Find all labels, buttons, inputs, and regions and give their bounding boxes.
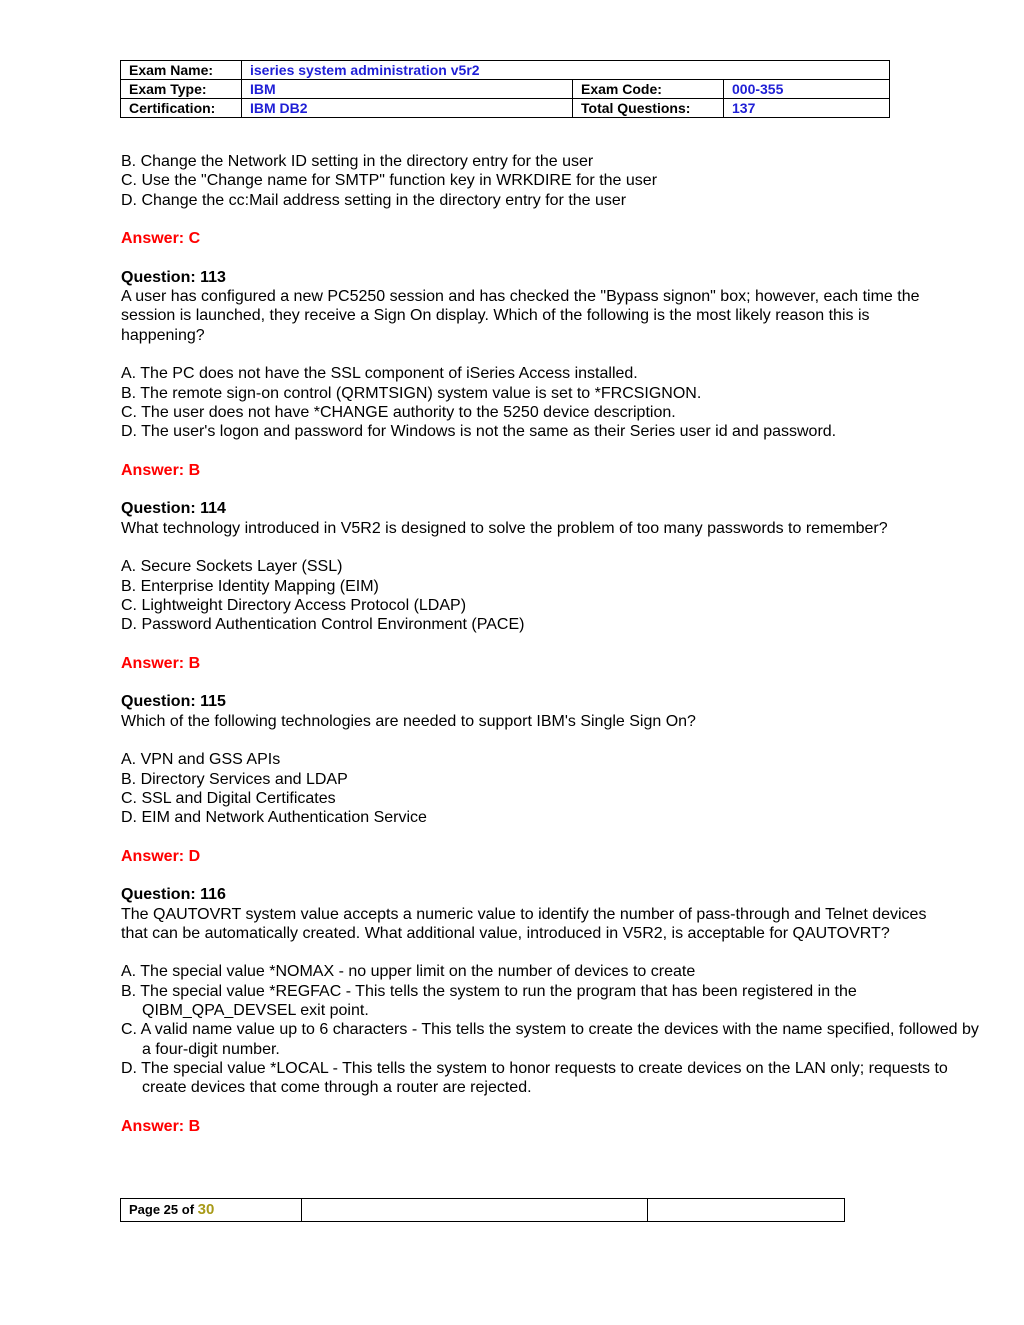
page-number bbox=[121, 1199, 302, 1222]
option-line: D. Password Authentication Control Environment (PACE) bbox=[121, 616, 525, 634]
exam-type-label: Exam Type: bbox=[121, 80, 242, 99]
answer-label: Answer: B bbox=[121, 1117, 201, 1135]
option-line: C. The user does not have *CHANGE authority to the 5250 device description. bbox=[121, 403, 676, 421]
answer-label: Answer: D bbox=[121, 847, 201, 865]
exam-name-row bbox=[121, 61, 890, 80]
certification-row bbox=[121, 99, 890, 118]
option-line: A. The PC does not have the SSL component of iSeries Access installed. bbox=[121, 365, 638, 383]
question-block bbox=[121, 692, 981, 885]
certification-label: Certification: bbox=[121, 99, 242, 118]
option-line: D. Change the cc:Mail address setting in the directory entry for the user bbox=[121, 191, 627, 209]
answer-label: Answer: B bbox=[121, 461, 201, 479]
question-text-line: happening? bbox=[121, 326, 205, 344]
page-footer bbox=[120, 1198, 845, 1222]
page-content bbox=[121, 152, 981, 1136]
option-line: C. Lightweight Directory Access Protocol (LDAP) bbox=[121, 596, 467, 614]
answer-label: Answer: C bbox=[121, 230, 201, 248]
exam-name-label: Exam Name: bbox=[121, 61, 242, 80]
option-line: C. Use the "Change name for SMTP" function key in WRKDIRE for the user bbox=[121, 172, 658, 190]
question-text-line: What technology introduced in V5R2 is designed to solve the problem of too many passwords to remember? bbox=[121, 519, 888, 537]
exam-type-value: IBM bbox=[242, 80, 573, 99]
carryover-block bbox=[121, 152, 981, 268]
footer-cell-right bbox=[648, 1199, 845, 1222]
option-line: B. Enterprise Identity Mapping (EIM) bbox=[121, 577, 379, 595]
option-line: A. VPN and GSS APIs bbox=[121, 751, 281, 769]
question-title: Question: 113 bbox=[121, 268, 226, 286]
option-line: D. The user's logon and password for Windows is not the same as their Series user id and password. bbox=[121, 423, 837, 441]
footer-cell-middle bbox=[302, 1199, 648, 1222]
question-text-line: that can be automatically created. What additional value, introduced in V5R2, is acceptable for QAUTOVRT? bbox=[121, 924, 890, 942]
question-block bbox=[121, 499, 981, 692]
question-text-line: session is launched, they receive a Sign On display. Which of the following is the most likely reason this is bbox=[121, 307, 870, 325]
page-total: 30 bbox=[197, 1201, 215, 1219]
answer-label: Answer: B bbox=[121, 654, 201, 672]
question-block bbox=[121, 885, 981, 1136]
option-line: B. The remote sign-on control (QRMTSIGN) system value is set to *FRCSIGNON. bbox=[121, 384, 702, 402]
total-questions-value: 137 bbox=[724, 99, 890, 118]
exam-type-row bbox=[121, 80, 890, 99]
question-title: Question: 115 bbox=[121, 693, 226, 711]
question-text-line: Which of the following technologies are needed to support IBM's Single Sign On? bbox=[121, 712, 696, 730]
question-text-line: The QAUTOVRT system value accepts a numeric value to identify the number of pass-through and Telnet devices bbox=[121, 905, 927, 923]
option-line: C. A valid name value up to 6 characters - This tells the system to create the devices with the name specified, followed by a four-digit number. bbox=[121, 1021, 979, 1058]
total-questions-label: Total Questions: bbox=[573, 99, 724, 118]
page-label: Page 25 of bbox=[129, 1202, 195, 1218]
option-line: B. The special value *REGFAC - This tells the system to run the program that has been registered in the QIBM_QPA_DEVSEL exit point. bbox=[121, 982, 857, 1020]
question-title: Question: 116 bbox=[121, 886, 226, 904]
option-line: A. Secure Sockets Layer (SSL) bbox=[121, 558, 343, 576]
exam-code-label: Exam Code: bbox=[573, 80, 724, 99]
option-line: A. The special value *NOMAX - no upper limit on the number of devices to create bbox=[121, 963, 696, 981]
question-title: Question: 114 bbox=[121, 500, 226, 518]
question-text-line: A user has configured a new PC5250 session and has checked the "Bypass signon" box; however, each time the bbox=[121, 288, 920, 306]
certification-value: IBM DB2 bbox=[242, 99, 573, 118]
question-block bbox=[121, 268, 981, 500]
option-line: B. Change the Network ID setting in the directory entry for the user bbox=[121, 153, 594, 170]
exam-name-value: iseries system administration v5r2 bbox=[242, 61, 890, 80]
option-line: D. The special value *LOCAL - This tells the system to honor requests to create devices on the LAN only; requests to create devices that come through a router are rejected. bbox=[121, 1059, 948, 1097]
exam-info-table bbox=[120, 60, 890, 118]
option-line: B. Directory Services and LDAP bbox=[121, 770, 348, 788]
option-line: D. EIM and Network Authentication Service bbox=[121, 809, 427, 827]
option-line: C. SSL and Digital Certificates bbox=[121, 789, 336, 807]
exam-code-value: 000-355 bbox=[724, 80, 890, 99]
